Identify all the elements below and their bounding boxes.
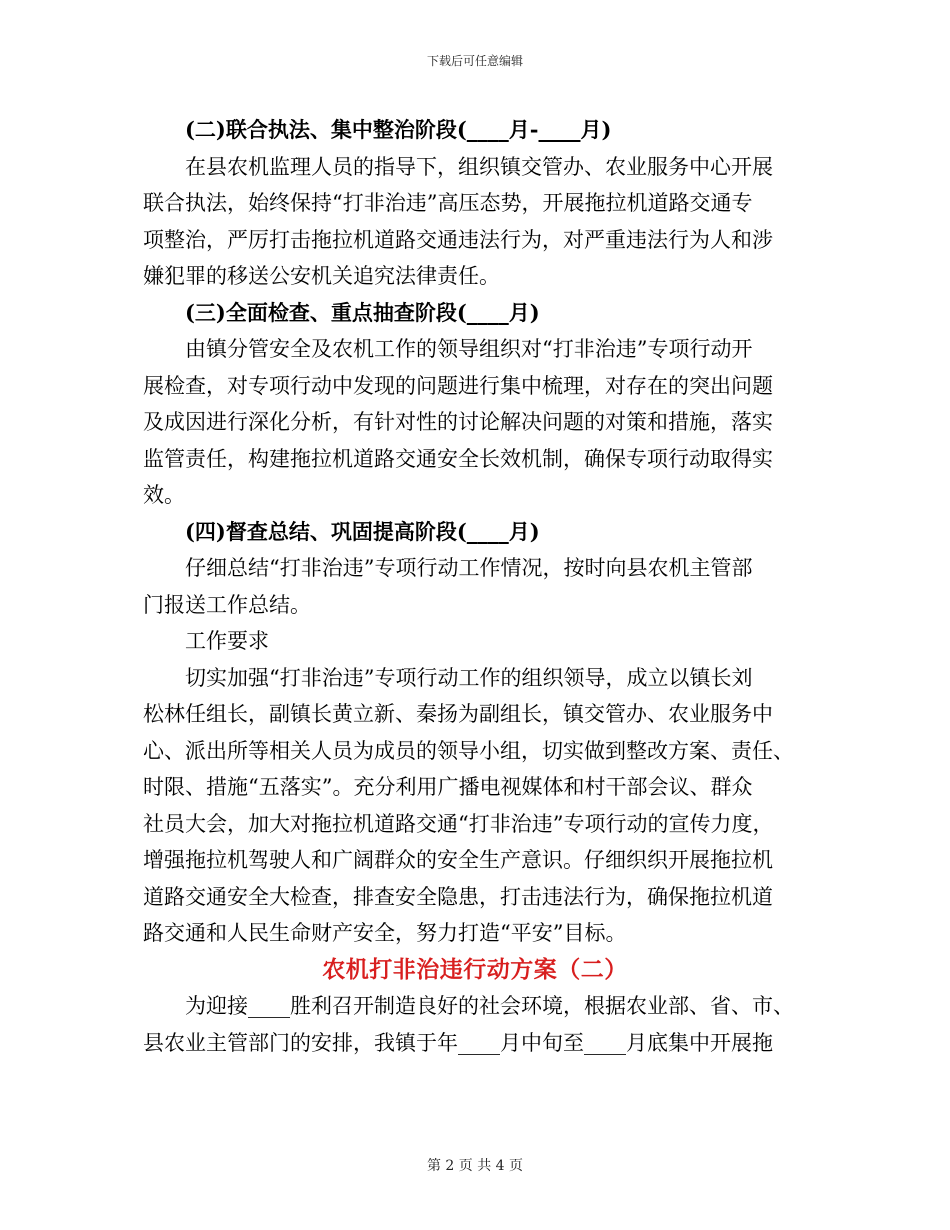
doc-line: 路交通和人民生命财产安全，努力打造“平安”目标。 [143,921,627,945]
doc-line: 松林任组长，副镇长黄立新、秦扬为副组长，镇交管办、农业服务中 [143,702,773,726]
page-header: 下载后可任意编辑 [426,54,523,68]
doc-line: 县农业主管部门的安排，我镇于年____月中旬至____月底集中开展拖 [143,1030,773,1055]
doc-line: 展检查，对专项行动中发现的问题进行集中梳理，对存在的突出问题 [143,373,773,398]
doc-line: (二)联合执法、集中整治阶段(____月-____月) [185,117,612,142]
doc-line: 增强拖拉机驾驶人和广阔群众的安全生产意识。仔细织织开展拖拉机 [143,848,773,872]
document-body [143,112,807,1061]
doc-line: 工作要求 [185,629,269,653]
doc-line: 时限、措施“五落实”。充分利用广播电视媒体和村干部会议、群众 [143,775,753,799]
doc-line: 效。 [143,483,185,507]
doc-line: 社员大会，加大对拖拉机道路交通“打非治违”专项行动的宣传力度， [143,811,774,836]
doc-line: 监管责任，构建拖拉机道路交通安全长效机制，确保专项行动取得实 [143,446,773,471]
doc-line: 由镇分管安全及农机工作的领导组织对“打非治违”专项行动开 [185,337,753,361]
doc-line: 及成因进行深化分析，有针对性的讨论解决问题的对策和措施，落实 [143,410,773,434]
section-title: 农机打非治违行动方案（二） [322,955,628,983]
doc-line: (四)督查总结、巩固提高阶段(____月) [185,518,540,544]
doc-line: 嫌犯罪的移送公安机关追究法律责任。 [143,264,500,288]
doc-line: 联合执法，始终保持“打非治违”高压态势，开展拖拉机道路交通专 [143,191,753,215]
doc-line: 门报送工作总结。 [143,592,311,617]
doc-line: 项整治，严厉打击拖拉机道路交通违法行为，对严重违法行为人和涉 [143,227,773,252]
doc-line: 在县农机监理人员的指导下，组织镇交管办、农业服务中心开展 [185,154,773,179]
doc-line: 道路交通安全大检查，排查安全隐患，打击违法行为，确保拖拉机道 [143,884,773,909]
doc-line: (三)全面检查、重点抽查阶段(____月) [185,299,540,325]
doc-line: 切实加强“打非治违”专项行动工作的组织领导，成立以镇长刘 [185,665,753,690]
doc-line: 为迎接____胜利召开制造良好的社会环境，根据农业部、省、市、 [185,994,794,1018]
doc-line: 仔细总结“打非治违”专项行动工作情况，按时向县农机主管部 [185,556,753,580]
page-footer: 第 2 页 共 4 页 [426,1158,524,1174]
doc-line: 心、派出所等相关人员为成员的领导小组，切实做到整改方案、责任、 [143,738,794,763]
